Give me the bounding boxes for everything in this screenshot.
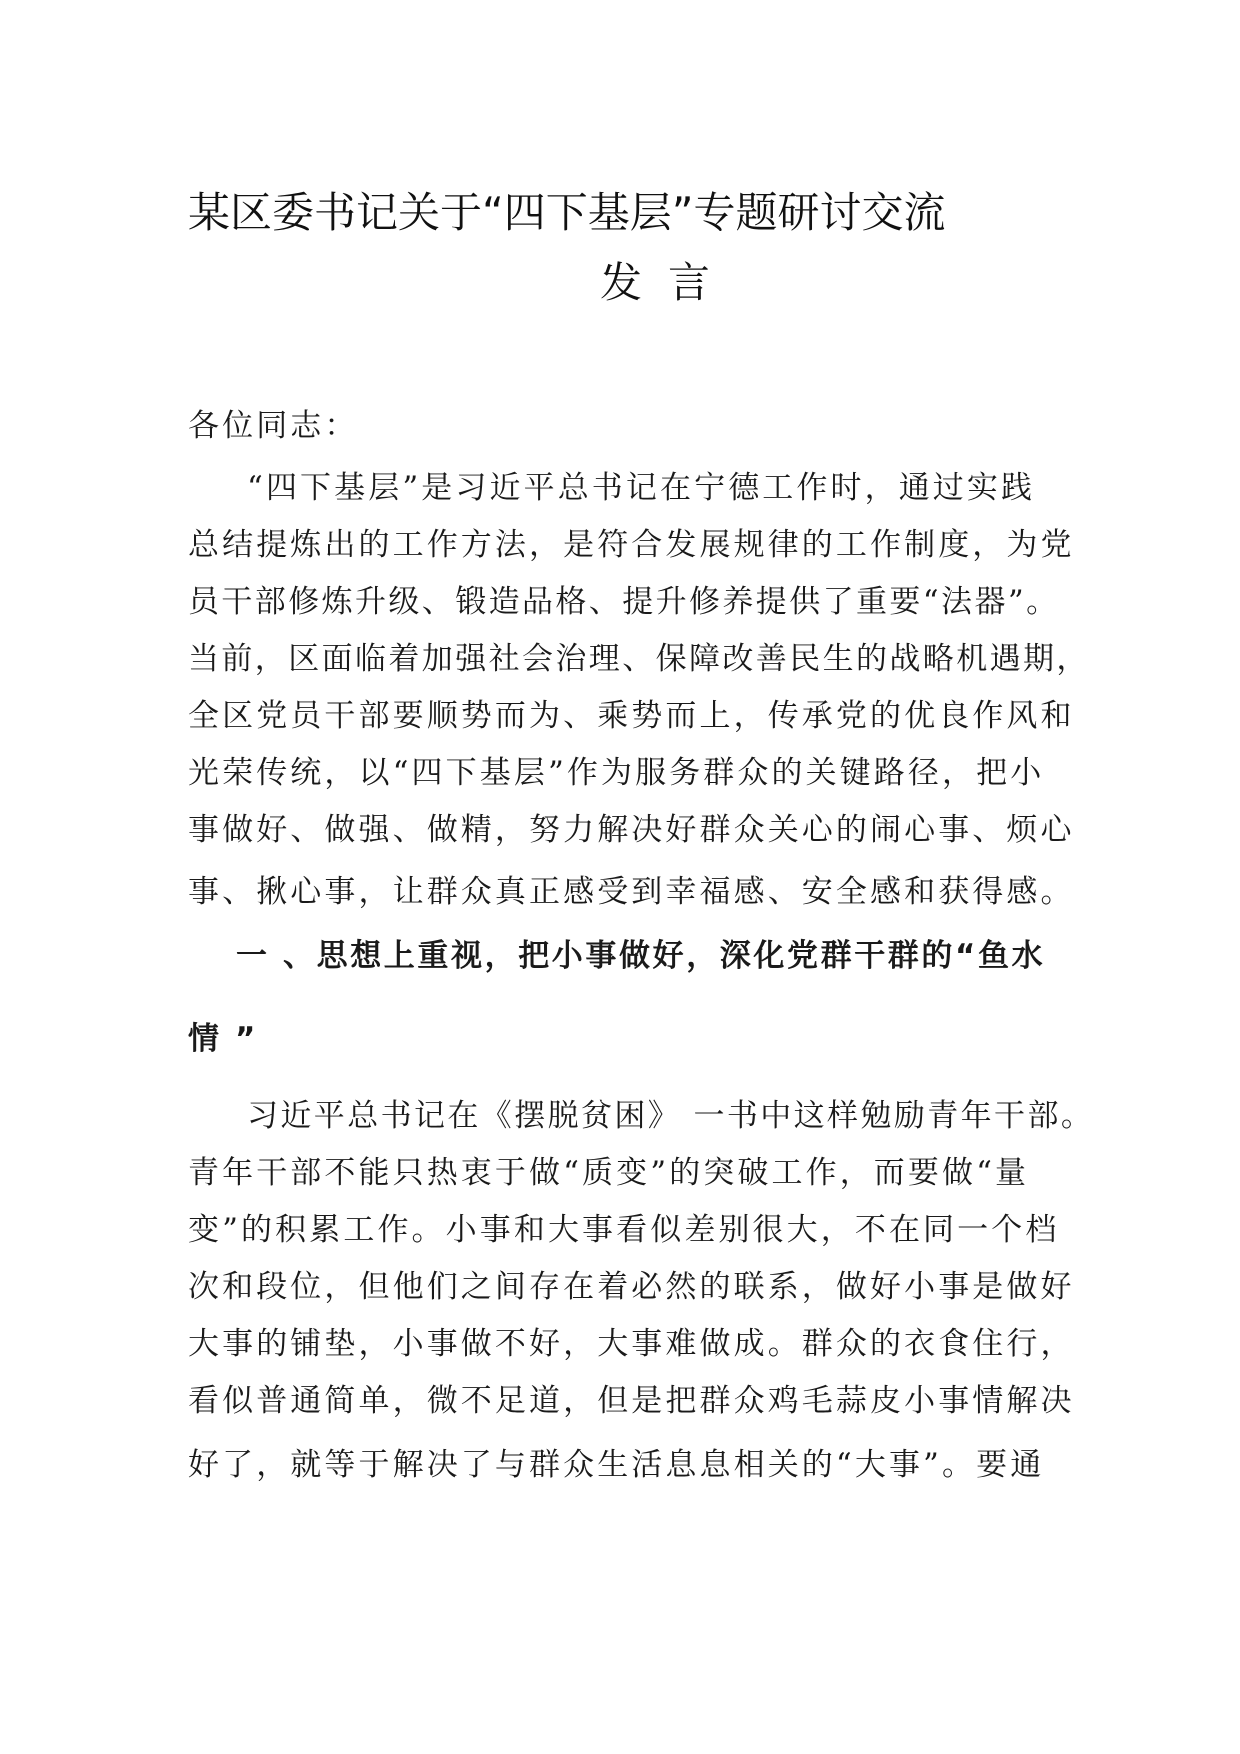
paragraph-1-line-4: 当前，区面临着加强社会治理、保障改善民生的战略机遇期， <box>188 641 1090 677</box>
paragraph-2-line-2: 青年干部不能只热衷于做“质变”的突破工作，而要做“量 <box>188 1155 1030 1191</box>
document-title-line-1: 某区委书记关于“四下基层”专题研讨交流 <box>188 188 946 237</box>
salutation: 各位同志： <box>188 408 359 444</box>
paragraph-1-line-1: “四下基层”是习近平总书记在宁德工作时，通过实践 <box>247 470 1036 506</box>
document-title-line-2: 发言 <box>600 258 737 307</box>
paragraph-2-line-3: 变”的积累工作。小事和大事看似差别很大，不在同一个档 <box>188 1212 1060 1248</box>
paragraph-2-line-5: 大事的铺垫，小事做不好，大事难做成。群众的衣食住行， <box>188 1326 1075 1362</box>
paragraph-1-line-3: 员干部修炼升级、锻造品格、提升修养提供了重要“法器”。 <box>188 584 1060 620</box>
paragraph-1-line-8: 事、揪心事，让群众真正感受到幸福感、安全感和获得感。 <box>188 874 1075 910</box>
paragraph-2-line-1: 习近平总书记在《摆脱贫困》 一书中这样勉励青年干部。 <box>247 1098 1095 1134</box>
paragraph-1-line-5: 全区党员干部要顺势而为、乘势而上，传承党的优良作风和 <box>188 698 1075 734</box>
paragraph-2-line-7: 好了，就等于解决了与群众生活息息相关的“大事”。要通 <box>188 1447 1045 1483</box>
section-heading-1-line-2: 情 ” <box>188 1021 258 1057</box>
paragraph-1-line-7: 事做好、做强、做精，努力解决好群众关心的闹心事、烦心 <box>188 812 1075 848</box>
paragraph-2-line-4: 次和段位，但他们之间存在着必然的联系，做好小事是做好 <box>188 1269 1075 1305</box>
paragraph-1-line-6: 光荣传统，以“四下基层”作为服务群众的关键路径，把小 <box>188 755 1045 791</box>
section-heading-1-line-1: 一 、思想上重视，把小事做好，深化党群干群的“鱼水 <box>236 938 1046 974</box>
paragraph-2-line-6: 看似普通简单，微不足道，但是把群众鸡毛蒜皮小事情解决 <box>188 1383 1075 1419</box>
paragraph-1-line-2: 总结提炼出的工作方法，是符合发展规律的工作制度，为党 <box>188 527 1075 563</box>
